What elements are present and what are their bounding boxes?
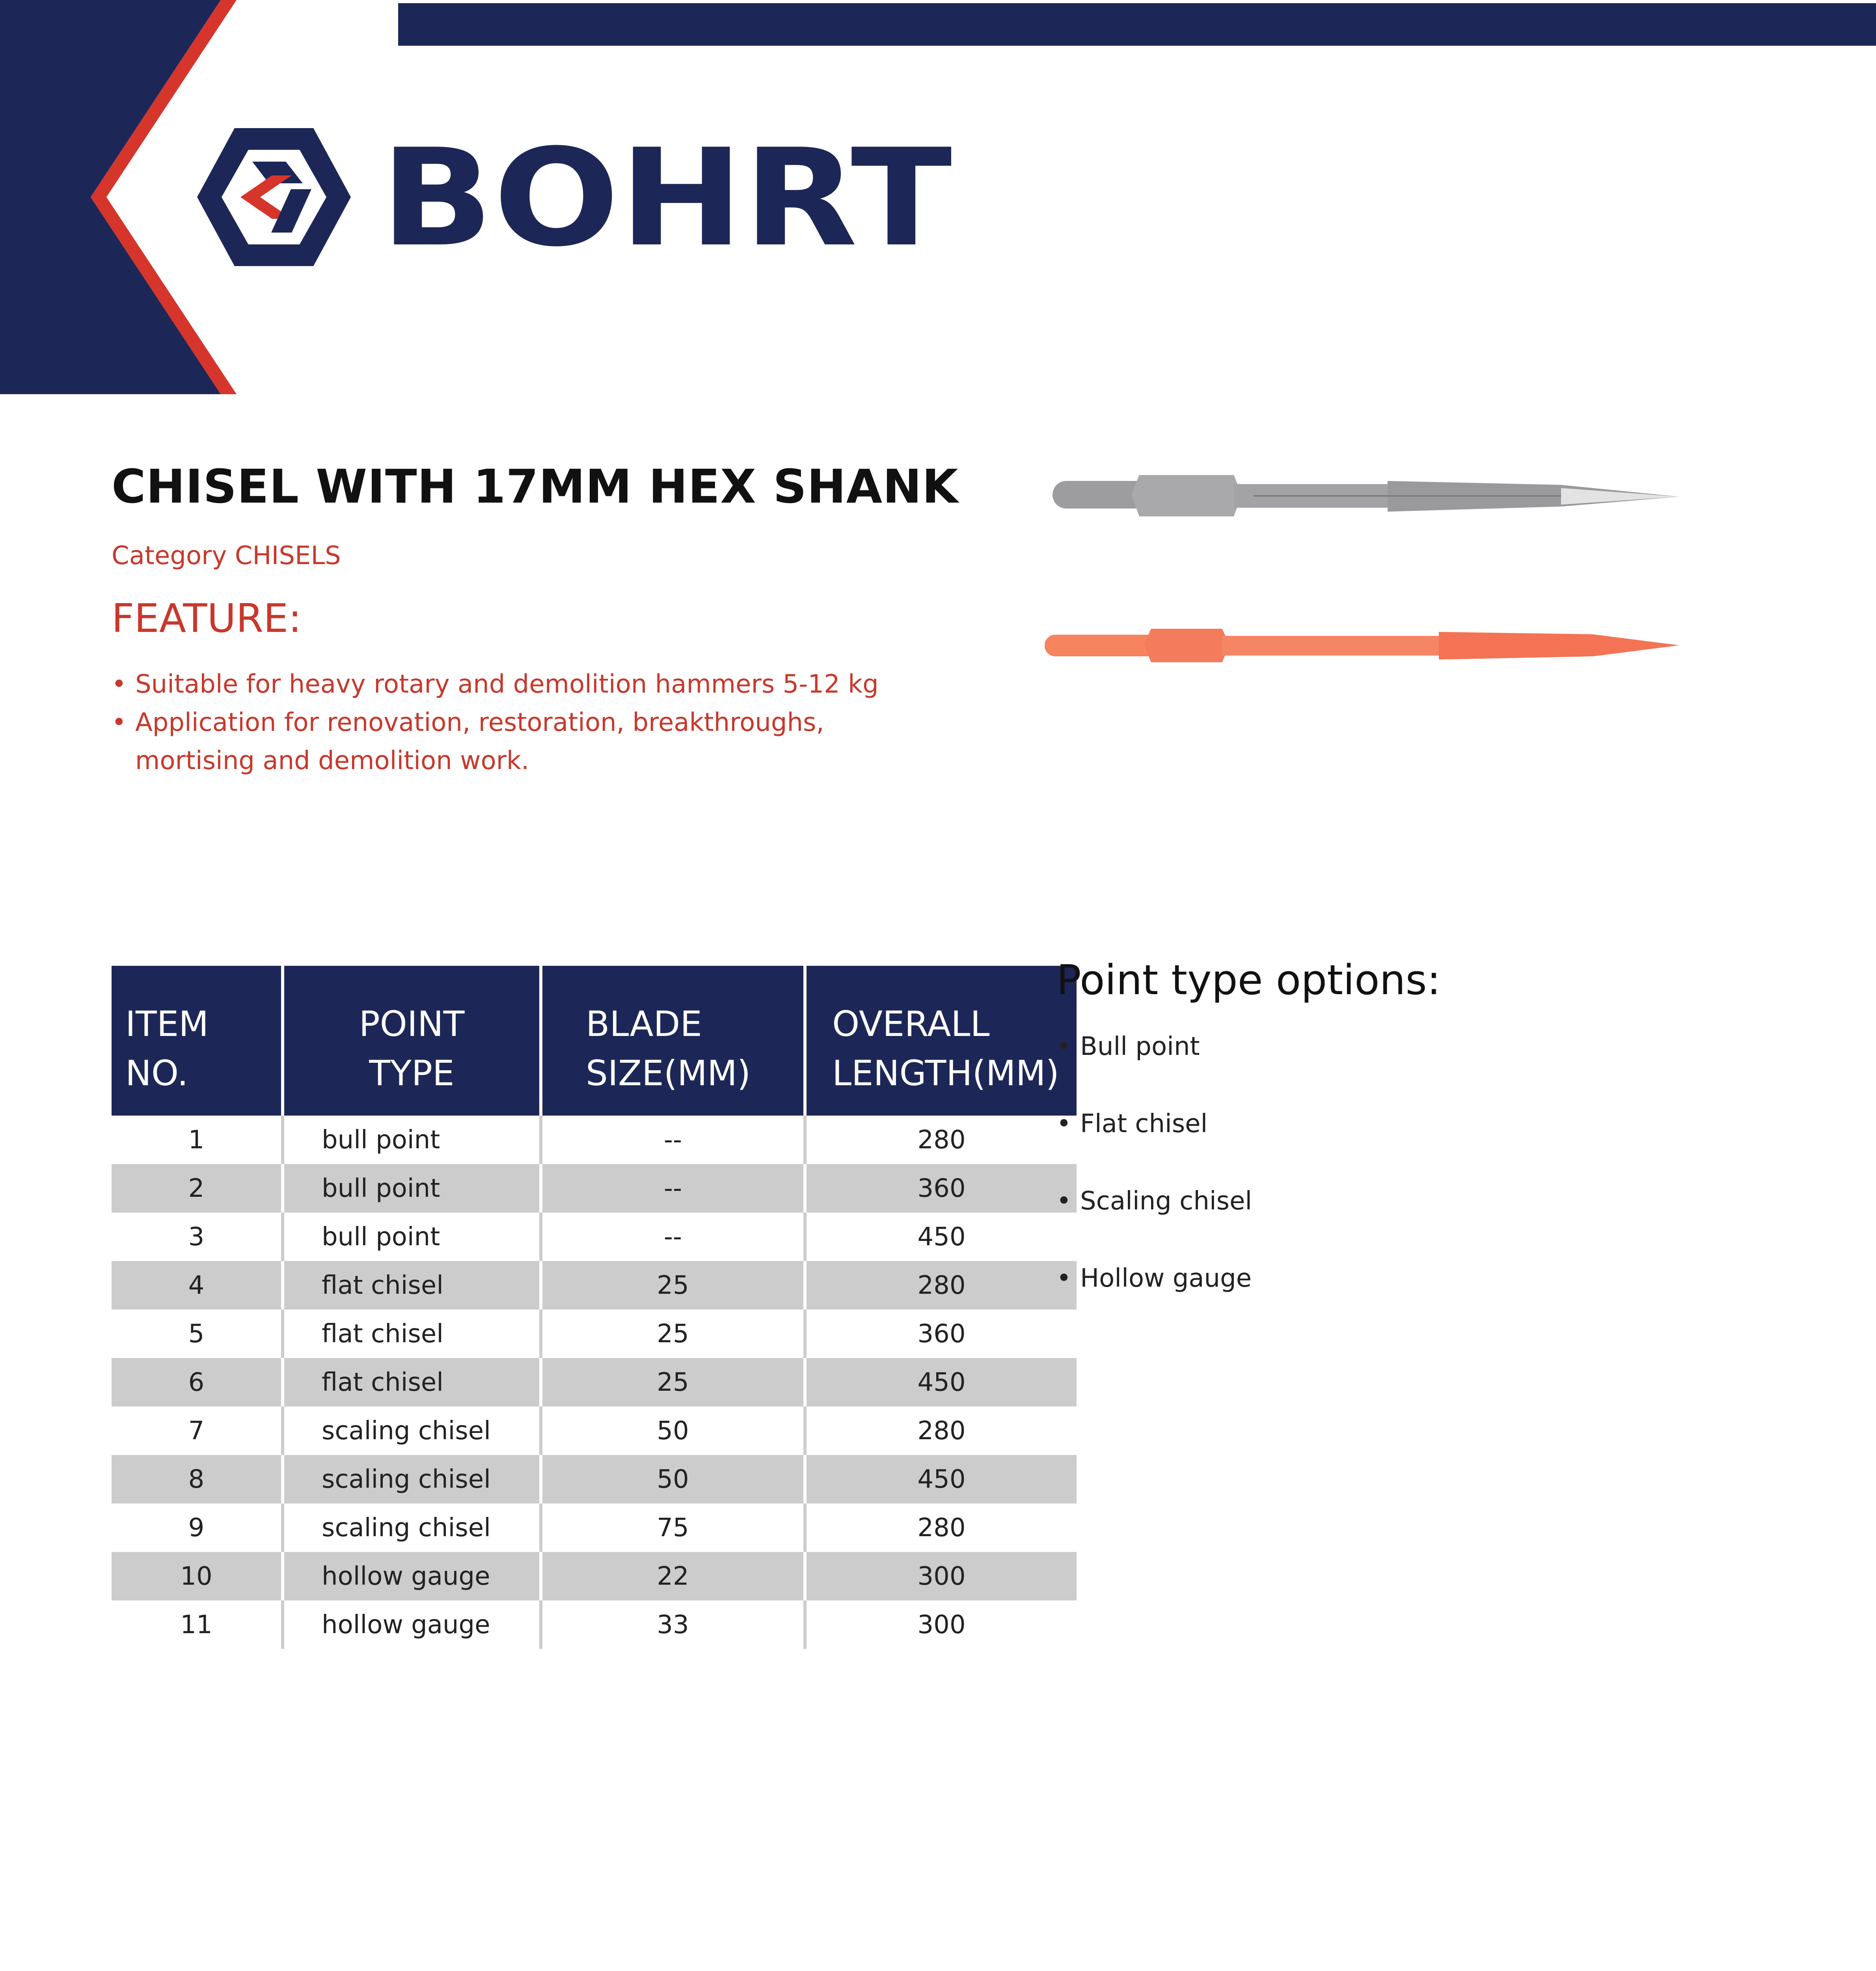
cell-blade: 22 bbox=[541, 1552, 805, 1600]
feature-item: • Suitable for heavy rotary and demolition hammers 5-12 kg bbox=[112, 665, 939, 704]
cell-length: 450 bbox=[805, 1455, 1077, 1503]
cell-length: 450 bbox=[805, 1213, 1077, 1261]
bohrt-logo-icon bbox=[193, 124, 355, 270]
cell-type: bull point bbox=[283, 1164, 541, 1213]
cell-blade: 25 bbox=[541, 1310, 805, 1358]
option-item: • Flat chisel bbox=[1056, 1109, 1252, 1187]
table-row bbox=[112, 1116, 1077, 1164]
cell-blade: -- bbox=[541, 1116, 805, 1164]
table-row bbox=[112, 1310, 1077, 1358]
option-item: • Hollow gauge bbox=[1056, 1264, 1252, 1341]
cell-length: 450 bbox=[805, 1358, 1077, 1407]
cell-length: 360 bbox=[805, 1164, 1077, 1213]
cell-type: hollow gauge bbox=[283, 1600, 541, 1649]
cell-type: scaling chisel bbox=[283, 1503, 541, 1552]
option-item: • Bull point bbox=[1056, 1032, 1252, 1109]
feature-heading: FEATURE: bbox=[112, 595, 302, 641]
cell-item: 3 bbox=[188, 1222, 205, 1252]
options-heading: Point type options: bbox=[1056, 956, 1441, 1004]
cell-blade: -- bbox=[541, 1213, 805, 1261]
cell-blade: -- bbox=[541, 1164, 805, 1213]
cell-item: 10 bbox=[112, 1552, 283, 1600]
cell-item: 9 bbox=[188, 1513, 205, 1543]
table-row bbox=[112, 1455, 1077, 1503]
option-item: • Scaling chisel bbox=[1056, 1187, 1252, 1264]
header-blade-size: BLADE SIZE(MM) bbox=[541, 966, 805, 1116]
cell-length: 280 bbox=[805, 1407, 1077, 1455]
bohrt-wordmark bbox=[380, 130, 956, 260]
cell-blade: 75 bbox=[541, 1503, 805, 1552]
grey-pointed-chisel-photo bbox=[1049, 465, 1687, 528]
cell-type: bull point bbox=[283, 1116, 541, 1164]
cell-length: 360 bbox=[805, 1310, 1077, 1358]
cell-item: 2 bbox=[112, 1164, 283, 1213]
table-row bbox=[112, 1261, 1077, 1310]
cell-item: 6 bbox=[112, 1358, 283, 1407]
header-top-bar bbox=[398, 3, 1876, 46]
cell-blade: 50 bbox=[541, 1407, 805, 1455]
cell-type: scaling chisel bbox=[283, 1407, 541, 1455]
cell-type: scaling chisel bbox=[283, 1455, 541, 1503]
header-item-no: ITEM NO. bbox=[112, 966, 283, 1116]
table-row bbox=[112, 1600, 1077, 1649]
cell-item: 8 bbox=[112, 1455, 283, 1503]
cell-item: 4 bbox=[112, 1261, 283, 1310]
cell-blade: 50 bbox=[541, 1455, 805, 1503]
cell-length: 280 bbox=[805, 1503, 1077, 1552]
cell-blade: 33 bbox=[541, 1600, 805, 1649]
options-list bbox=[1056, 1032, 1252, 1341]
table-row bbox=[112, 1358, 1077, 1407]
table-row bbox=[112, 1552, 1077, 1600]
cell-item: 1 bbox=[188, 1125, 205, 1155]
cell-item: 7 bbox=[188, 1416, 205, 1446]
table-row bbox=[112, 1164, 1077, 1213]
table-row bbox=[112, 1407, 1077, 1455]
feature-list bbox=[112, 665, 939, 780]
cell-length: 300 bbox=[805, 1600, 1077, 1649]
category-label: Category CHISELS bbox=[112, 541, 341, 570]
cell-type: flat chisel bbox=[283, 1261, 541, 1310]
cell-type: hollow gauge bbox=[283, 1552, 541, 1600]
spec-table bbox=[112, 966, 1077, 1649]
orange-flat-chisel-photo bbox=[1041, 621, 1687, 668]
header-point-type: POINT TYPE bbox=[283, 966, 541, 1116]
table-header-row bbox=[112, 966, 1077, 1116]
cell-type: flat chisel bbox=[283, 1310, 541, 1358]
cell-item: 11 bbox=[180, 1610, 212, 1639]
cell-blade: 25 bbox=[541, 1358, 805, 1407]
table-row bbox=[112, 1213, 1077, 1261]
product-title: CHISEL WITH 17MM HEX SHANK bbox=[112, 459, 959, 514]
header-overall-length: OVERALL LENGTH(MM) bbox=[805, 966, 1077, 1116]
cell-length: 280 bbox=[805, 1261, 1077, 1310]
cell-type: bull point bbox=[283, 1213, 541, 1261]
cell-type: flat chisel bbox=[283, 1358, 541, 1407]
bohrt-wordmark-text: BOHRT bbox=[380, 130, 953, 260]
feature-item: • Application for renovation, restoration, breakthroughs, mortising and demolition work. bbox=[112, 704, 939, 780]
cell-length: 280 bbox=[805, 1116, 1077, 1164]
table-row bbox=[112, 1503, 1077, 1552]
cell-blade: 25 bbox=[541, 1261, 805, 1310]
cell-length: 300 bbox=[805, 1552, 1077, 1600]
cell-item: 5 bbox=[188, 1319, 205, 1349]
